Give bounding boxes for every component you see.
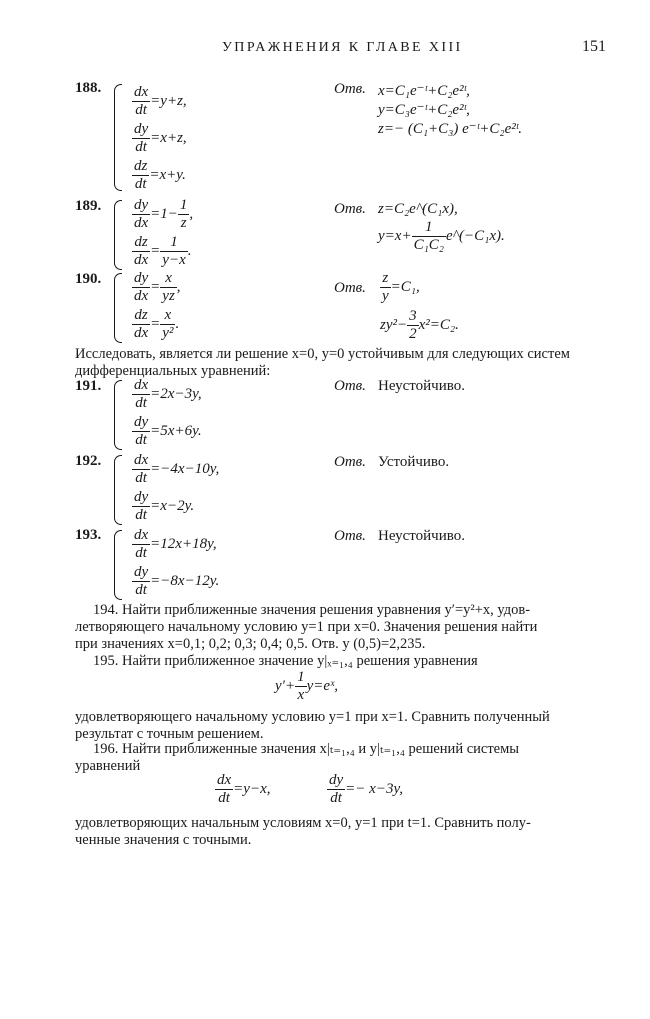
answer-label: Отв. (334, 528, 366, 544)
problem-193-number: 193. (75, 527, 102, 543)
problem-189-answer-y: y=x+ $\frac{1}{\text{C₁C₂}}$ e^(−C₁x). (378, 219, 505, 253)
answer-label: Отв. (334, 378, 366, 394)
system-brace (114, 380, 122, 450)
answer-label: Отв. (334, 201, 366, 217)
problem-190-number: 190. (75, 271, 102, 287)
problem-191-number: 191. (75, 378, 102, 394)
problem-192-eq2: $\frac{dy}{dt}$ =x−2y. (134, 489, 195, 523)
problem-188-number: 188. (75, 80, 102, 96)
running-header: УПРАЖНЕНИЯ К ГЛАВЕ XIII (222, 40, 463, 55)
problem-190-answer-1: $\frac{z}{y}$ =C₁, (382, 270, 420, 304)
stability-intro-text: Исследовать, является ли решение x=0, y=0 устойчивым для следующих систем дифференциальных уравнений: (75, 346, 570, 379)
answer-label: Отв. (334, 81, 366, 97)
answer-label: Отв. (334, 454, 366, 470)
problem-192-number: 192. (75, 453, 102, 469)
problem-196-line-4: ченные значения с точными. (75, 832, 252, 848)
problem-196-equation-1: $\frac{dx}{dt}$ =y−x, (217, 772, 271, 806)
problem-188-answer-x: x=C₁e⁻ᵗ+C₂e²ᵗ, (378, 83, 470, 99)
problem-191-eq1: $\frac{dx}{dt}$ =2x−3y, (134, 377, 202, 411)
system-brace (114, 84, 122, 191)
problem-189-eq2: $\frac{dz}{dx}$ = $\frac{1}{y-x}$ . (134, 234, 192, 268)
problem-190-eq2: $\frac{dz}{dx}$ = $\frac{x}{\text{y²}}$ . (134, 307, 180, 341)
problem-189-eq1: $\frac{dy}{dx}$ =1− $\frac{1}{z}$ , (134, 197, 194, 231)
problem-192-eq1: $\frac{dx}{dt}$ =−4x−10y, (134, 452, 220, 486)
problem-194-line-3: при значениях x=0,1; 0,2; 0,3; 0,4; 0,5. Отв. y (0,5)=2,235. (75, 636, 426, 652)
problem-188-eq1: $\frac{dx}{dt}$ =y+z, (134, 84, 187, 118)
page-number: 151 (582, 38, 606, 55)
problem-188-answer-z: z=− (C₁+C₃) e⁻ᵗ+C₂e²ᵗ. (378, 121, 522, 137)
problem-188-answer-y: y=C₃e⁻ᵗ+C₂e²ᵗ, (378, 102, 470, 118)
problem-193-eq2: $\frac{dy}{dt}$ =−8x−12y. (134, 564, 220, 598)
problem-188-eq2: $\frac{dy}{dt}$ =x+z, (134, 121, 187, 155)
system-brace (114, 530, 122, 600)
problem-190-eq1: $\frac{dy}{dx}$ = $\frac{x}{yz}$ , (134, 270, 181, 304)
problem-194-line-1: 194. Найти приближенные значения решения уравнения y′=y²+x, удов- (93, 602, 531, 618)
problem-196-equation-2: $\frac{dy}{dt}$ =− x−3y, (329, 772, 404, 806)
problem-195-line-1: 195. Найти приближенное значение y|ₓ₌₁,₄ решения уравнения (93, 653, 478, 669)
problem-189-answer-z: z=C₂e^(C₁x), (378, 201, 458, 217)
problem-192-answer: Устойчиво. (378, 454, 450, 470)
problem-195-equation: y′+ $\frac{1}{x}$ y=eˣ, (275, 669, 338, 703)
problem-194-line-2: летворяющего начальному условию y=1 при x=0. Значения решения найти (75, 619, 538, 635)
problem-196-line-1: 196. Найти приближенные значения x|ₜ₌₁,₄ и y|ₜ₌₁,₄ решений системы (93, 741, 520, 757)
problem-196-line-2: уравнений (75, 758, 141, 774)
answer-label: Отв. (334, 280, 366, 296)
system-brace (114, 200, 122, 270)
problem-189-number: 189. (75, 198, 102, 214)
system-brace (114, 273, 122, 343)
problem-190-answer-2: zy²− $\frac{3}{2}$ x²=C₂. (380, 308, 459, 342)
problem-196-line-3: удовлетворяющих начальным условиям x=0, y=1 при t=1. Сравнить полу- (75, 815, 531, 831)
problem-193-answer: Неустойчиво. (378, 528, 465, 544)
problem-191-eq2: $\frac{dy}{dt}$ =5x+6y. (134, 414, 202, 448)
problem-191-answer: Неустойчиво. (378, 378, 465, 394)
problem-193-eq1: $\frac{dx}{dt}$ =12x+18y, (134, 527, 217, 561)
problem-188-eq3: $\frac{dz}{dt}$ =x+y. (134, 158, 186, 192)
problem-195-line-2: удовлетворяющего начальному условию y=1 при x=1. Сравнить полученный (75, 709, 550, 725)
problem-195-line-3: результат с точным решением. (75, 726, 264, 742)
system-brace (114, 455, 122, 525)
